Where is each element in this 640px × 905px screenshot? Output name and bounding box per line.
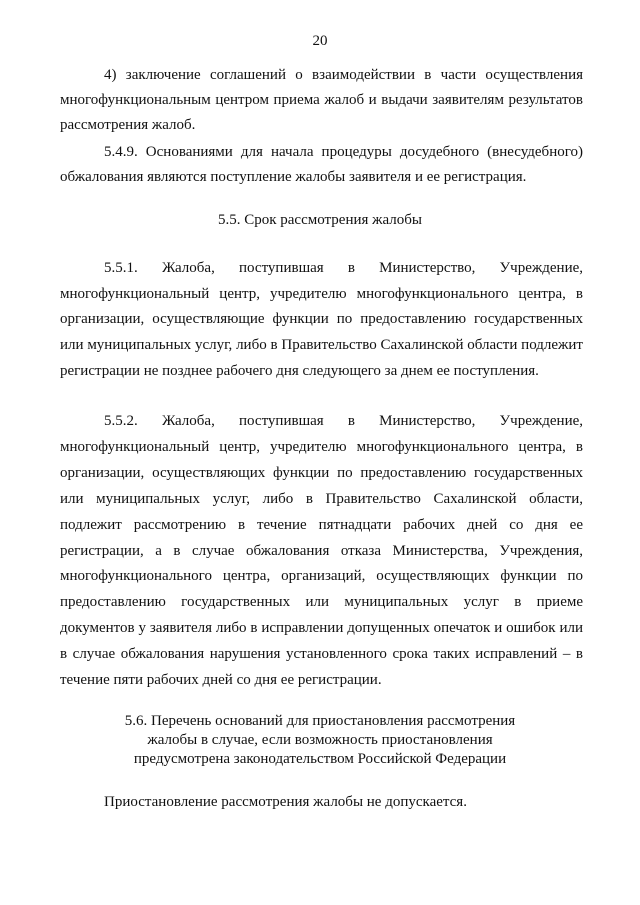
paragraph-item-4 [60,63,583,138]
heading-line: 5.6. Перечень оснований для приостановления рассмотрения [124,713,516,729]
section-heading-5-6 [0,712,640,769]
paragraph-5-4-9 [60,140,583,190]
section-heading-5-5: 5.5. Срок рассмотрения жалобы [217,212,422,228]
paragraph-text: 5.4.9. Основаниями для начала процедуры досудебного (внесудебного) обжалования являются поступление жалобы заявителя и ее регистрация. [60,144,583,185]
paragraph-5-5-1 [60,256,583,385]
paragraph-text: 5.5.1. Жалоба, поступившая в Министерство, Учреждение, многофункциональный центр, учредителю многофункционального центра, в организации, осуществляющие функции по предоставлению государственных или муниципальных услуг, либо в Правительство Сахалинской области подлежит регистрации не позднее рабочего дня следующего за днем ее поступления. [60,260,583,379]
paragraph-text: 4) заключение соглашений о взаимодействии в части осуществления многофункциональным центром приема жалоб и выдачи заявителям результатов рассмотрения жалоб. [60,67,583,133]
heading-line: предусмотрена законодательством Российской Федерации [133,751,507,767]
page-number: 20 [312,33,328,49]
paragraph-5-5-2 [60,409,583,694]
heading-line: жалобы в случае, если возможность приостановления [147,732,493,748]
paragraph-text: 5.5.2. Жалоба, поступившая в Министерство, Учреждение, многофункциональный центр, учредителю многофункционального центра, в организации, осуществляющих функции по предоставлению государственных или муниципальных услуг, либо в Правительство Сахалинской области, подлежит рассмотрению в течение пятнадцати рабочих дней со дня ее регистрации, а в случае обжалования отказа Министерства, Учреждения, многофункционального центра, организаций, осуществляющих функции по предоставлению государственных или муниципальных услуг в приеме документов у заявителя либо в исправлении допущенных опечаток и ошибок или в случае обжалования нарушения установленного срока таких исправлений – в течение пяти рабочих дней со дня ее регистрации. [60,413,583,689]
paragraph-suspension: Приостановление рассмотрения жалобы не допускается. [104,794,467,810]
